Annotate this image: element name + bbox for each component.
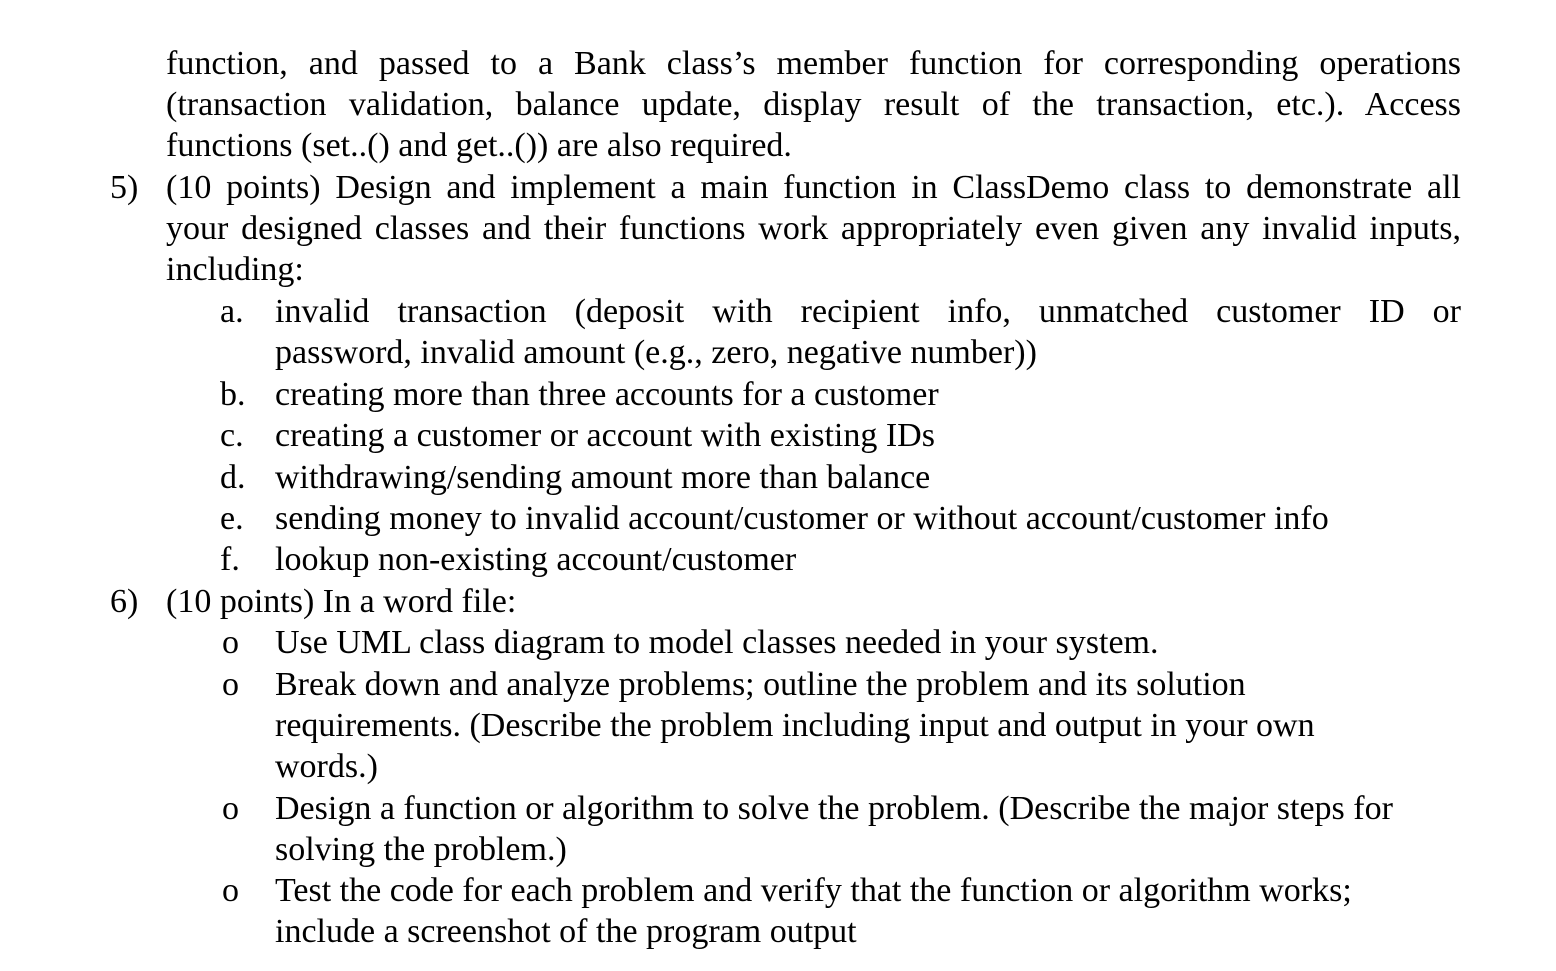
paragraph-line: your designed classes and their functions work appropriately even given any invalid inputs,: [166, 210, 1461, 247]
list-number: 6): [110, 583, 139, 620]
sublist-line: creating more than three accounts for a customer: [275, 376, 939, 413]
sublist-line: invalid transaction (deposit with recipient info, unmatched customer ID or: [275, 293, 1461, 330]
bullet-line: requirements. (Describe the problem including input and output in your own: [275, 707, 1315, 744]
paragraph-line: (transaction validation, balance update, display result of the transaction, etc.). Access: [166, 86, 1461, 123]
paragraph-line: including:: [166, 251, 304, 288]
bullet-line: Use UML class diagram to model classes needed in your system.: [275, 624, 1159, 661]
sublist-marker: d.: [220, 459, 246, 496]
bullet-line: Design a function or algorithm to solve the problem. (Describe the major steps for: [275, 790, 1393, 827]
sublist-marker: a.: [220, 293, 244, 330]
bullet-marker: o: [222, 666, 239, 703]
bullet-line: words.): [275, 748, 378, 785]
sublist-line: lookup non-existing account/customer: [275, 541, 797, 578]
sublist-line: withdrawing/sending amount more than balance: [275, 459, 931, 496]
sublist-marker: f.: [220, 541, 240, 578]
paragraph-line: (10 points) In a word file:: [166, 583, 517, 620]
bullet-line: Test the code for each problem and verify that the function or algorithm works;: [275, 872, 1352, 909]
paragraph-line: (10 points) Design and implement a main function in ClassDemo class to demonstrate all: [166, 169, 1461, 206]
bullet-line: Break down and analyze problems; outline the problem and its solution: [275, 666, 1246, 703]
sublist-marker: b.: [220, 376, 246, 413]
paragraph-line: functions (set..() and get..()) are also required.: [166, 127, 792, 164]
list-number: 5): [110, 169, 139, 206]
sublist-marker: c.: [220, 417, 244, 454]
bullet-marker: o: [222, 624, 239, 661]
bullet-marker: o: [222, 790, 239, 827]
sublist-line: creating a customer or account with existing IDs: [275, 417, 935, 454]
paragraph-line: function, and passed to a Bank class’s member function for corresponding operations: [166, 45, 1461, 82]
sublist-marker: e.: [220, 500, 244, 537]
bullet-line: solving the problem.): [275, 831, 567, 868]
sublist-line: sending money to invalid account/customer or without account/customer info: [275, 500, 1329, 537]
bullet-line: include a screenshot of the program output: [275, 913, 857, 950]
sublist-line: password, invalid amount (e.g., zero, negative number)): [275, 334, 1037, 371]
bullet-marker: o: [222, 872, 239, 909]
